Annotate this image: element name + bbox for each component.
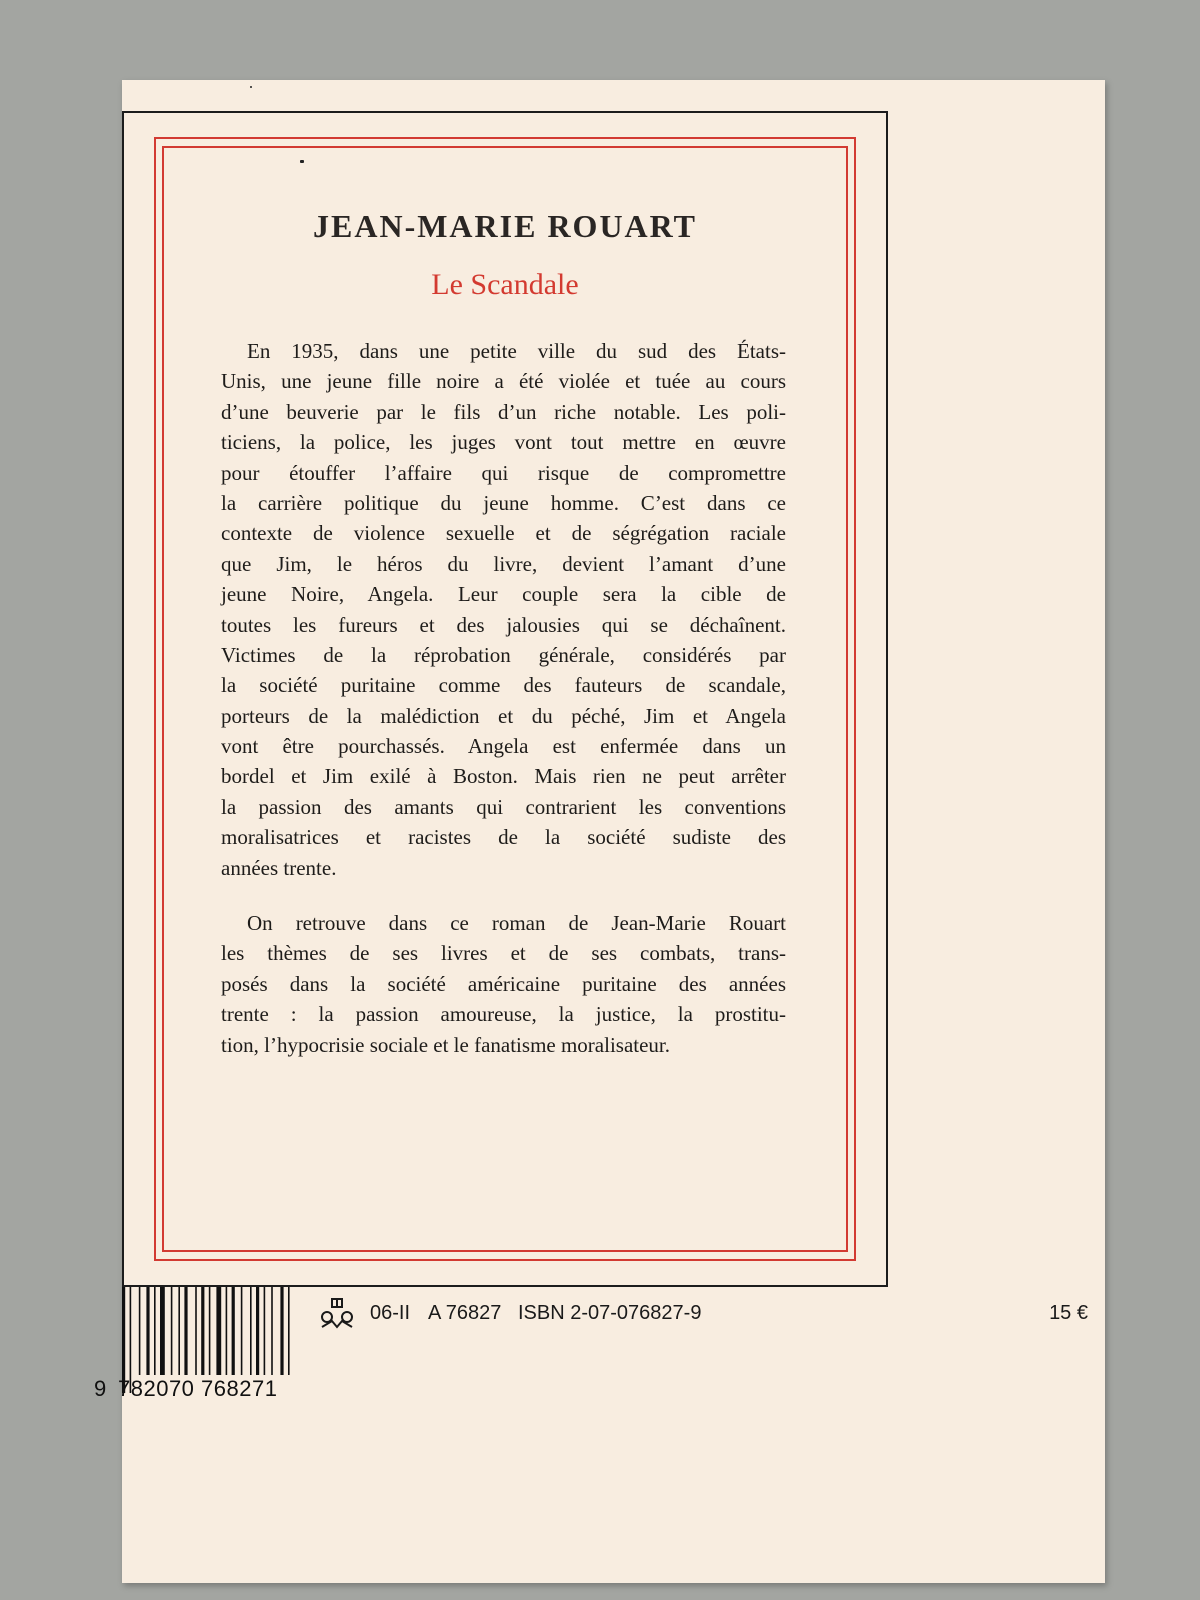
blurb-paragraph-2 <box>221 908 786 1060</box>
dust-speck <box>250 86 252 88</box>
barcode-bar <box>216 1287 221 1375</box>
blurb-line: la passion des amants qui contrarient les conventions <box>221 794 786 819</box>
blurb-line: toutes les fureurs et des jalousies qui se déchaînent. <box>221 612 786 637</box>
barcode-bar <box>232 1287 235 1375</box>
barcode-bar <box>241 1287 243 1375</box>
barcode-bar <box>171 1287 173 1375</box>
barcode-digit-first: 9 <box>94 1376 107 1401</box>
blurb-line: vont être pourchassés. Angela est enfermée dans un <box>221 734 786 759</box>
blurb-line: En 1935, dans une petite ville du sud des États- <box>247 339 786 363</box>
blurb-line: Unis, une jeune fille noire a été violée et tuée au cours <box>221 369 786 394</box>
article-code: A 76827 <box>428 1302 502 1324</box>
blurb-paragraph-1 <box>221 336 786 883</box>
blurb-line: tion, l’hypocrisie sociale et le fanatisme moralisateur. <box>221 1032 671 1057</box>
blurb-line: pour étouffer l’affaire qui risque de compromettre <box>221 460 786 485</box>
blurb-line: porteurs de la malédiction et du péché, Jim et Angela <box>221 703 786 728</box>
blurb-line: que Jim, le héros du livre, devient l’amant d’une <box>221 551 786 576</box>
blurb-line: années trente. <box>221 855 337 880</box>
isbn-number: ISBN 2-07-076827-9 <box>518 1302 702 1324</box>
barcode-bar <box>250 1287 252 1375</box>
barcode-bar <box>256 1287 259 1375</box>
barcode-bar <box>154 1287 156 1375</box>
code-number: 06-II <box>370 1302 411 1324</box>
barcode-bar <box>146 1287 149 1375</box>
barcode-bar <box>288 1287 290 1375</box>
barcode-bar <box>209 1287 211 1375</box>
blurb-line: les thèmes de ses livres et de ses combats, trans- <box>221 941 786 966</box>
barcode-digits-rest: 782070 768271 <box>118 1376 278 1401</box>
barcode-digits <box>94 1376 304 1402</box>
blurb-line: On retrouve dans ce roman de Jean-Marie Rouart <box>247 911 786 935</box>
blurb-line: d’une beuverie par le fils d’un riche notable. Les poli- <box>221 399 786 424</box>
barcode-bar <box>271 1287 273 1375</box>
barcode-bar <box>195 1287 197 1375</box>
price: 15 € <box>1049 1302 1088 1324</box>
publisher-logo-icon <box>318 1297 358 1333</box>
barcode-bar <box>178 1287 180 1375</box>
blurb-line: bordel et Jim exilé à Boston. Mais rien ne peut arrêter <box>221 764 786 789</box>
barcode-bar <box>184 1287 187 1375</box>
blurb-line: posés dans la société américaine puritaine des années <box>221 971 786 996</box>
author-name: JEAN-MARIE ROUART <box>313 208 697 244</box>
blurb-line: Victimes de la réprobation générale, considérés par <box>221 642 786 667</box>
blurb-line: la carrière politique du jeune homme. C’est dans ce <box>221 490 786 515</box>
barcode-bar <box>264 1287 266 1375</box>
blurb-line: la société puritaine comme des fauteurs de scandale, <box>221 673 786 698</box>
blurb-line: contexte de violence sexuelle et de ségrégation raciale <box>221 521 786 546</box>
barcode-bar <box>226 1287 228 1375</box>
barcode-bar <box>201 1287 204 1375</box>
blurb-line: trente : la passion amoureuse, la justice, la prostitu- <box>221 1002 786 1027</box>
blurb-line: jeune Noire, Angela. Leur couple sera la cible de <box>221 582 786 607</box>
book-title: Le Scandale <box>431 268 579 301</box>
barcode-bar <box>280 1287 283 1375</box>
blurb-line: moralisatrices et racistes de la société sudiste des <box>221 825 786 850</box>
barcode-bar <box>139 1287 141 1375</box>
blurb-line: ticiens, la police, les juges vont tout mettre en œuvre <box>221 430 786 455</box>
barcode-bar <box>160 1287 165 1375</box>
